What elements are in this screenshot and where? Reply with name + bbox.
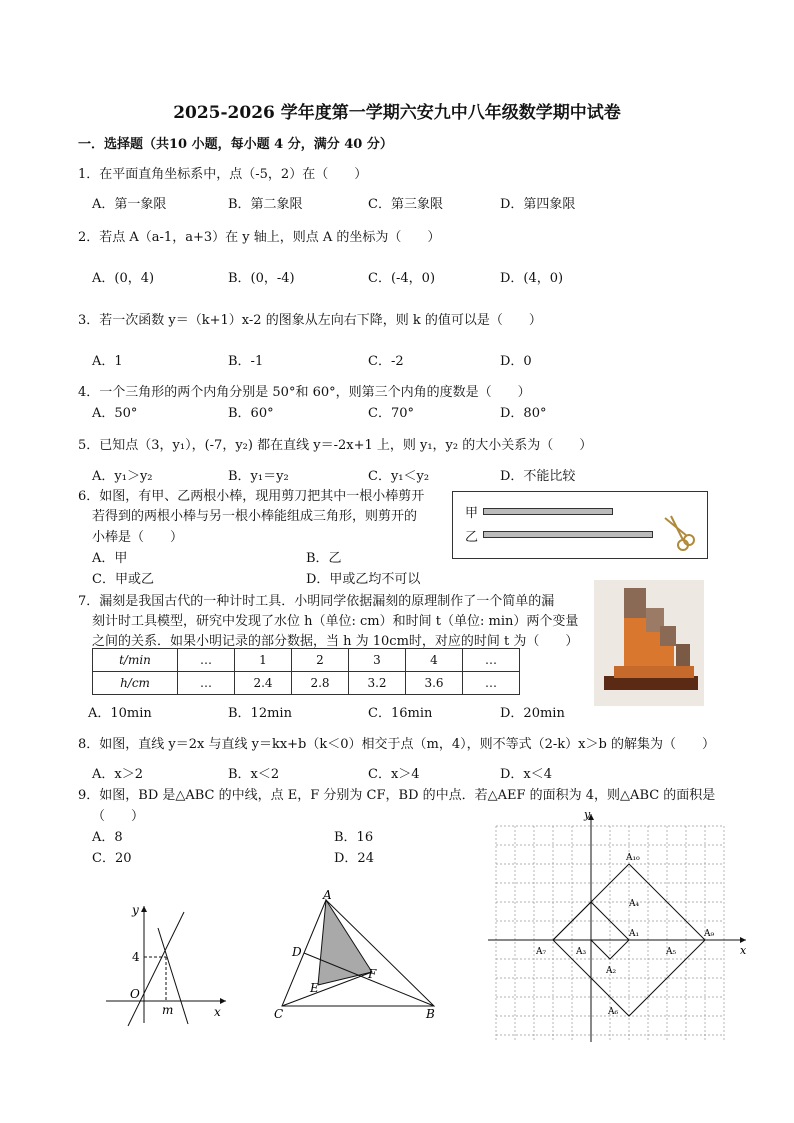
q2-option-b[interactable]: B．(0，-4) bbox=[228, 271, 295, 286]
question-9-stem-line1: 9．如图，BD 是△ABC 的中线，点 E，F 分别为 CF，BD 的中点．若△AEF 的面积为 4，则△ABC 的面积是 bbox=[78, 788, 716, 803]
point-label: A₆ bbox=[608, 1007, 619, 1017]
question-7-stem-line2: 刻计时工具模型，研究中发现了水位 h（单位: cm）和时间 t（单位: min）两个变量 bbox=[92, 614, 579, 629]
table-cell: t/min bbox=[93, 649, 178, 672]
table-cell: 3.6 bbox=[406, 672, 463, 695]
table-row bbox=[93, 649, 520, 672]
q2-option-d[interactable]: D．(4，0) bbox=[500, 271, 564, 286]
fig8-four-label: 4 bbox=[132, 950, 140, 964]
section-heading: 一．选择题（共10 小题，每小题 4 分，满分 40 分） bbox=[78, 137, 393, 152]
q8-lines-figure bbox=[96, 898, 236, 1028]
table-cell: 4 bbox=[406, 649, 463, 672]
exam-title: 2025-2026 学年度第一学期六安九中八年级数学期中试卷 bbox=[173, 103, 621, 123]
q3-option-b[interactable]: B．-1 bbox=[228, 354, 264, 369]
stick-jia bbox=[483, 508, 613, 515]
q7-option-a[interactable]: A．10min bbox=[88, 706, 152, 721]
q1-option-d[interactable]: D．第四象限 bbox=[500, 197, 576, 212]
point-label: A₉ bbox=[704, 929, 715, 939]
table-cell: h/cm bbox=[93, 672, 178, 695]
fig8-x-label: x bbox=[214, 1005, 221, 1019]
question-6-stem-line3: 小棒是（ ） bbox=[92, 530, 184, 545]
fig8-y-label: y bbox=[132, 903, 139, 917]
q5-option-a[interactable]: A．y₁＞y₂ bbox=[92, 469, 153, 484]
q6-option-c[interactable]: C．甲或乙 bbox=[92, 572, 154, 587]
time-waterlevel-table bbox=[92, 648, 520, 695]
q7-option-b[interactable]: B．12min bbox=[228, 706, 292, 721]
label-c: C bbox=[274, 1007, 284, 1020]
q9-option-d[interactable]: D．24 bbox=[334, 851, 374, 866]
q9-triangle-figure bbox=[268, 890, 448, 1020]
question-6-stem-line1: 6．如图，有甲、乙两根小棒，现用剪刀把其中一根小棒剪开 bbox=[78, 489, 425, 504]
q4-option-c[interactable]: C．70° bbox=[368, 406, 414, 421]
water-clock-illustration bbox=[594, 580, 704, 706]
q4-option-b[interactable]: B．60° bbox=[228, 406, 274, 421]
q5-option-d[interactable]: D．不能比较 bbox=[500, 469, 576, 484]
q4-option-d[interactable]: D．80° bbox=[500, 406, 547, 421]
table-cell: … bbox=[463, 649, 520, 672]
scissors-icon bbox=[661, 514, 701, 552]
water-clock-photo bbox=[594, 580, 704, 706]
point-label: A₄ bbox=[629, 899, 640, 909]
q9-option-a[interactable]: A．8 bbox=[92, 830, 123, 845]
q8-option-c[interactable]: C．x＞4 bbox=[368, 767, 420, 782]
fig10-x-label: x bbox=[740, 944, 747, 957]
q7-option-c[interactable]: C．16min bbox=[368, 706, 433, 721]
q8-option-a[interactable]: A．x＞2 bbox=[92, 767, 143, 782]
q9-option-b[interactable]: B．16 bbox=[334, 830, 374, 845]
q2-option-a[interactable]: A．(0，4) bbox=[92, 271, 155, 286]
q5-option-c[interactable]: C．y₁＜y₂ bbox=[368, 469, 430, 484]
q3-option-a[interactable]: A．1 bbox=[92, 354, 123, 369]
q3-option-d[interactable]: D．0 bbox=[500, 354, 532, 369]
table-cell: 3.2 bbox=[349, 672, 406, 695]
question-1-stem: 1．在平面直角坐标系中，点（-5，2）在（ ） bbox=[78, 167, 368, 182]
table-cell: 2 bbox=[292, 649, 349, 672]
line-y-2x bbox=[128, 912, 184, 1026]
point-label: A₃ bbox=[576, 947, 587, 957]
point-label: A₂ bbox=[606, 966, 617, 976]
question-7-stem-line3: 之间的关系．如果小明记录的部分数据，当 h 为 10cm时，对应的时间 t 为（ ） bbox=[92, 634, 579, 649]
table-cell: 3 bbox=[349, 649, 406, 672]
question-6-stem-line2: 若得到的两根小棒与另一根小棒能组成三角形，则剪开的 bbox=[92, 509, 418, 524]
table-cell: … bbox=[178, 649, 235, 672]
q7-option-d[interactable]: D．20min bbox=[500, 706, 565, 721]
table-cell: 1 bbox=[235, 649, 292, 672]
q1-option-b[interactable]: B．第二象限 bbox=[228, 197, 303, 212]
question-2-stem: 2．若点 A（a-1，a+3）在 y 轴上，则点 A 的坐标为（ ） bbox=[78, 230, 441, 245]
question-3-stem: 3．若一次函数 y＝（k+1）x-2 的图象从左向右下降，则 k 的值可以是（ ） bbox=[78, 313, 542, 328]
table-cell: 2.4 bbox=[235, 672, 292, 695]
point-label: A₁ bbox=[629, 929, 640, 939]
q8-option-d[interactable]: D．x＜4 bbox=[500, 767, 553, 782]
q5-option-b[interactable]: B．y₁＝y₂ bbox=[228, 469, 289, 484]
stick-yi bbox=[483, 531, 653, 538]
stick-yi-label: 乙 bbox=[465, 530, 479, 545]
triangle-aef bbox=[318, 900, 372, 985]
q6-option-a[interactable]: A．甲 bbox=[92, 551, 128, 566]
question-5-stem: 5．已知点（3，y₁），(-7，y₂) 都在直线 y＝-2x+1 上，则 y₁，y₂ 的大小关系为（ ） bbox=[78, 438, 593, 453]
question-9-stem-line2: （ ） bbox=[92, 809, 145, 824]
point-label: A₁₀ bbox=[626, 853, 640, 863]
q3-option-c[interactable]: C．-2 bbox=[368, 354, 404, 369]
table-row bbox=[93, 672, 520, 695]
q6-option-d[interactable]: D．甲或乙均不可以 bbox=[306, 572, 421, 587]
label-d: D bbox=[292, 945, 302, 959]
q6-option-b[interactable]: B．乙 bbox=[306, 551, 342, 566]
fig10-y-label: y bbox=[584, 808, 591, 821]
question-4-stem: 4．一个三角形的两个内角分别是 50°和 60°，则第三个内角的度数是（ ） bbox=[78, 385, 531, 400]
q1-option-a[interactable]: A．第一象限 bbox=[92, 197, 167, 212]
question-8-stem: 8．如图，直线 y＝2x 与直线 y＝kx+b（k＜0）相交于点（m，4），则不等式（2-k）x＞b 的解集为（ ） bbox=[78, 737, 715, 752]
sticks-figure bbox=[452, 491, 708, 559]
q4-option-a[interactable]: A．50° bbox=[92, 406, 138, 421]
fig8-origin-label: O bbox=[130, 987, 140, 1001]
label-f: F bbox=[368, 967, 377, 981]
q9-option-c[interactable]: C．20 bbox=[92, 851, 132, 866]
label-e: E bbox=[310, 981, 319, 995]
point-label: A₅ bbox=[666, 947, 677, 957]
label-b: B bbox=[426, 1007, 435, 1020]
point-label: A₇ bbox=[536, 947, 547, 957]
q2-option-c[interactable]: C．(-4，0) bbox=[368, 271, 436, 286]
q8-option-b[interactable]: B．x＜2 bbox=[228, 767, 280, 782]
grid-points-figure bbox=[484, 808, 754, 1044]
table-cell: … bbox=[178, 672, 235, 695]
fig8-m-label: m bbox=[162, 1003, 174, 1017]
stick-jia-label: 甲 bbox=[465, 506, 479, 521]
table-cell: … bbox=[463, 672, 520, 695]
q1-option-c[interactable]: C．第三象限 bbox=[368, 197, 443, 212]
table-cell: 2.8 bbox=[292, 672, 349, 695]
label-a: A bbox=[323, 890, 332, 902]
question-7-stem-line1: 7．漏刻是我国古代的一种计时工具．小明同学依据漏刻的原理制作了一个简单的漏 bbox=[78, 594, 555, 609]
